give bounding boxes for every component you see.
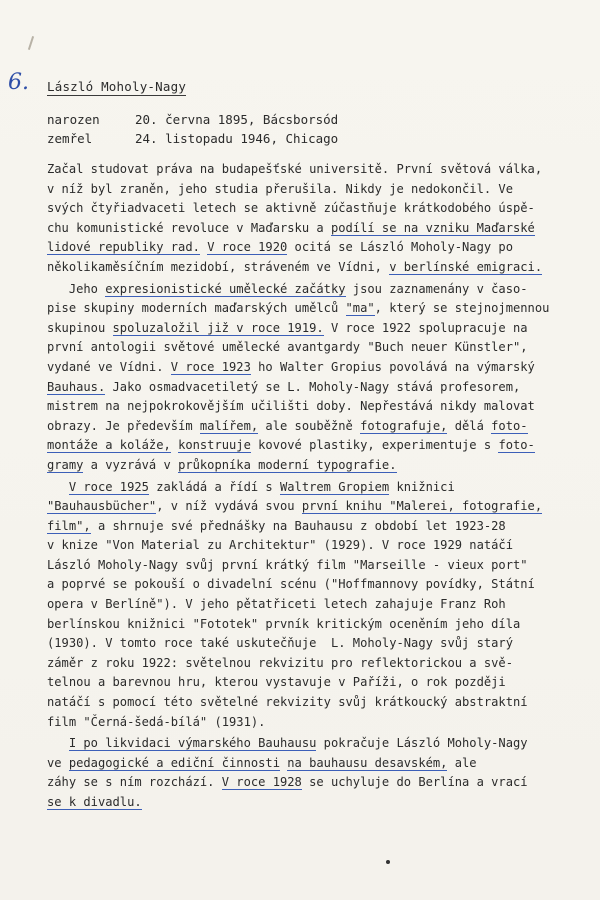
underlined-phrase: fotografuje,: [360, 418, 448, 433]
underlined-phrase: Bauhaus.: [47, 379, 106, 394]
underlined-phrase: foto-: [498, 438, 535, 453]
text-line: (1930). V tomto roce také uskutečňuje L. Moholy-Nagy svůj starý: [47, 636, 513, 651]
underlined-phrase: I po likvidaci výmarského Bauhausu: [68, 736, 317, 751]
text-line: záměr z roku 1922: světelnou rekvizitu pro reflektorickou a svě-: [47, 655, 513, 670]
underlined-phrase: v berlínské emigraci.: [389, 259, 543, 274]
underlined-phrase: Waltrem Gropiem: [280, 479, 390, 494]
underlined-phrase: pedagogické a ediční činnosti: [68, 755, 280, 770]
text-line: natáčí s pomocí této světelné rekvizity svůj krátkoucký abstraktní: [47, 695, 528, 710]
born-row: [47, 112, 338, 127]
born-label: narozen: [47, 112, 100, 127]
text-line: ve pedagogické a ediční činnosti na bauhausu desavském, ale: [47, 755, 477, 770]
text-line: V roce 1925 zakládá a řídí s Waltrem Gropiem knižnici: [68, 479, 455, 494]
page-dot: [386, 860, 390, 864]
died-row: [47, 131, 338, 146]
underlined-phrase: průkopníka moderní typografie.: [178, 457, 397, 472]
text-line: a poprvé se pokouší o divadelní scénu ("Hoffmannovy povídky, Státní: [47, 577, 535, 592]
text-line: několikaměsíčním mezidobí, stráveném ve Vídni, v berlínské emigraci.: [47, 259, 543, 274]
text-line: [47, 793, 600, 813]
underlined-phrase: expresionistické umělecké začátky: [105, 281, 346, 296]
underlined-phrase: foto-: [491, 418, 528, 433]
underlined-phrase: konstruuje: [178, 438, 251, 453]
underlined-phrase: V roce 1928: [221, 775, 302, 790]
underlined-phrase: malířem,: [199, 418, 259, 433]
underlined-phrase: V roce 1925: [68, 479, 149, 494]
text-line: "Bauhausbücher", v níž vydává svou první knihu "Malerei, fotografie,: [47, 499, 543, 514]
text-line: svých čtyřiadvaceti letech se aktivně zúčastňuje krátkodobého úspě-: [47, 201, 535, 216]
underlined-phrase: V roce 1920: [207, 240, 288, 255]
underlined-phrase: první knihu "Malerei, fotografie,: [301, 499, 543, 514]
underlined-phrase: lidové republiky rad.: [47, 240, 200, 255]
text-line: záhy se s ním rozchází. V roce 1928 se uchyluje do Berlína a vrací: [47, 775, 528, 790]
biography-text: [47, 160, 600, 813]
text-line: lidové republiky rad. V roce 1920 ocitá se László Moholy-Nagy po: [47, 240, 513, 255]
text-line: v níž byl zraněn, jeho studia přerušila. Nikdy je nedokončil. Ve: [47, 181, 513, 196]
text-line: vydané ve Vídni. V roce 1923 ho Walter Gropius povolává na výmarský: [47, 359, 535, 374]
underlined-phrase: V roce 1923: [170, 359, 251, 374]
underlined-phrase: gramy: [47, 457, 84, 472]
underlined-phrase: "ma": [345, 301, 375, 316]
handwritten-page-number: 6.: [8, 70, 29, 95]
text-line: mistrem na nejpokrokovějším učilišti doby. Nepřestává nikdy malovat: [47, 399, 535, 414]
text-line: telnou a barevnou hru, kterou vystavuje v Paříži, o rok později: [47, 675, 506, 690]
text-line: Bauhaus. Jako osmadvacetiletý se L. Moholy-Nagy stává profesorem,: [47, 379, 521, 394]
underlined-phrase: podílí se na vzniku Maďarské: [330, 220, 535, 235]
document-title: László Moholy-Nagy: [47, 79, 187, 94]
text-line: skupinou spoluzaložil již v roce 1919. V roce 1922 spolupracuje na: [47, 320, 528, 335]
text-line: pise skupiny moderních maďarských umělců "ma", který se stejnojmennou: [47, 301, 550, 316]
text-line: chu komunistické revoluce v Maďarsku a podílí se na vzniku Maďarské: [47, 220, 535, 235]
text-line: gramy a vyzrává v průkopníka moderní typografie.: [47, 457, 397, 472]
text-line: film "Černá-šedá-bílá" (1931).: [47, 714, 266, 729]
underlined-phrase: spoluzaložil již v roce 1919.: [112, 320, 324, 335]
underlined-phrase: "Bauhausbücher": [47, 499, 157, 514]
text-line: film", a shrnuje své přednášky na Bauhausu z období let 1923-28: [47, 518, 506, 533]
text-line: v knize "Von Material zu Architektur" (1929). V roce 1929 natáčí: [47, 538, 513, 553]
text-line: I po likvidaci výmarského Bauhausu pokračuje László Moholy-Nagy: [68, 736, 528, 751]
underlined-phrase: na bauhausu desavském,: [287, 755, 448, 770]
text-line: první antologii světové umělecké avantgardy "Buch neuer Künstler",: [47, 340, 528, 355]
text-line: Jeho expresionistické umělecké začátky jsou zaznamenány v časo-: [47, 281, 528, 296]
died-value: 24. listopadu 1946, Chicago: [135, 131, 339, 146]
text-line: obrazy. Je především malířem, ale souběžně fotografuje, dělá foto-: [47, 418, 528, 433]
text-line: opera v Berlíně"). V jeho pětatřiceti letech zahajuje Franz Roh: [47, 597, 506, 612]
underlined-phrase: film",: [47, 518, 91, 533]
text-line: montáže a koláže, konstruuje kovové plastiky, experimentuje s foto-: [47, 438, 535, 453]
text-line: László Moholy-Nagy svůj první krátký film "Marseille - vieux port": [47, 557, 528, 572]
text-line: Začal studovat práva na budapešťské universitě. První světová válka,: [47, 162, 543, 176]
underlined-phrase: montáže a koláže,: [47, 438, 171, 453]
underlined-phrase: se k divadlu.: [47, 795, 142, 809]
born-value: 20. června 1895, Bácsborsód: [135, 112, 339, 127]
text-line: berlínskou knižnici "Fototek" prvník kritickým oceněním jeho díla: [47, 616, 521, 631]
died-label: zemřel: [47, 131, 93, 146]
